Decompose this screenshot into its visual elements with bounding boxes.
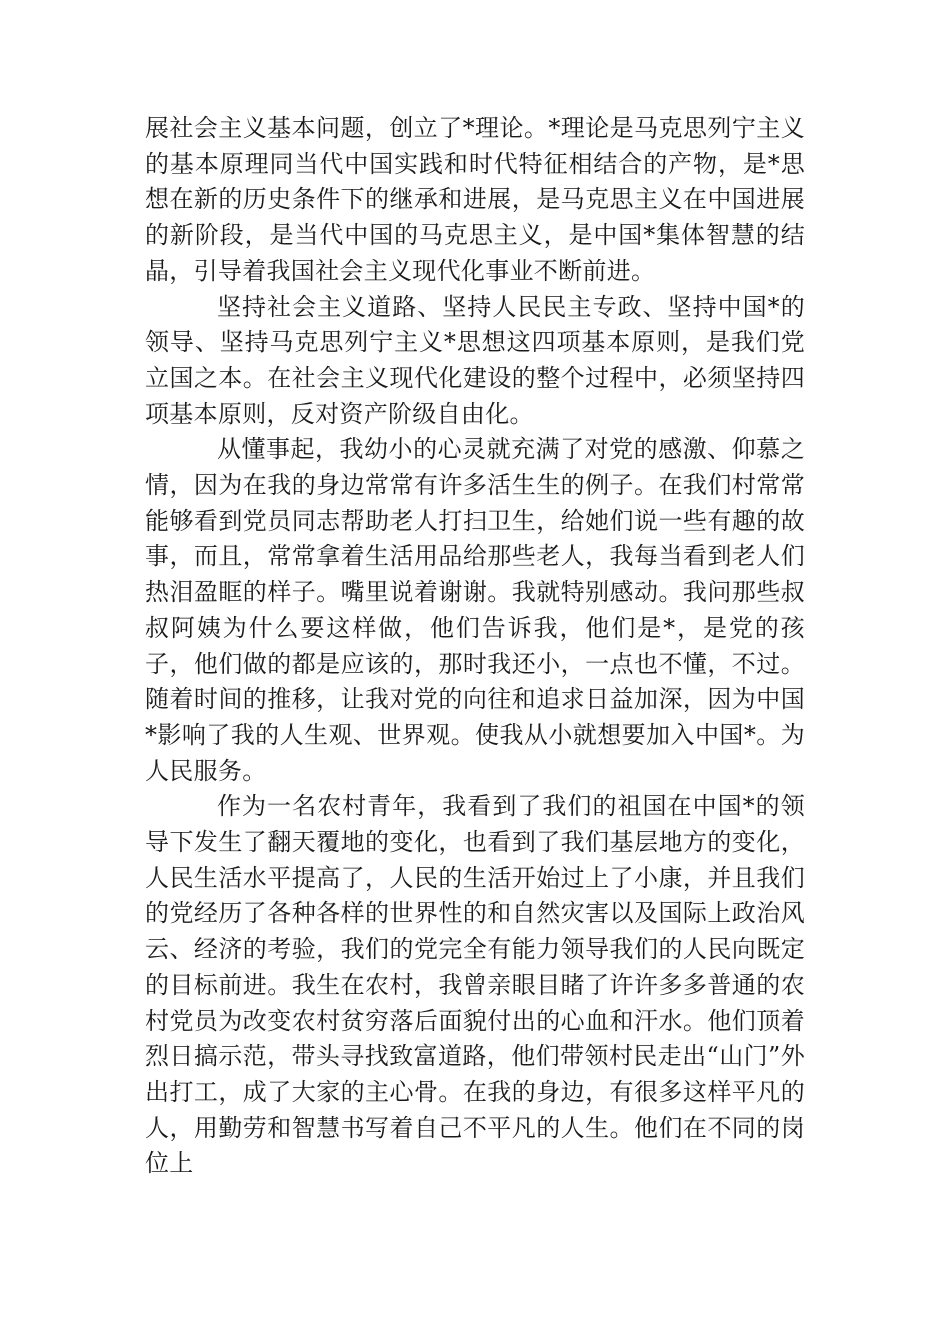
paragraph-continuation: 展社会主义基本问题，创立了*理论。*理论是马克思列宁主义的基本原理同当代中国实践和时代特征相结合的产物，是*思想在新的历史条件下的继承和进展，是马克思主义在中国进展的新阶段，是当代中国的马克思主义，是中国*集体智慧的结晶，引导着我国社会主义现代化事业不断前进。 [145,114,805,285]
paragraph-four-principles: 坚持社会主义道路、坚持人民民主专政、坚持中国*的领导、坚持马克思列宁主义*思想这四项基本原则，是我们党立国之本。在社会主义现代化建设的整个过程中，必须坚持四项基本原则，反对资产阶级自由化。 [145,292,805,428]
paragraph-childhood: 从懂事起，我幼小的心灵就充满了对党的感激、仰慕之情，因为在我的身边常常有许多活生生的例子。在我们村常常能够看到党员同志帮助老人打扫卫生，给她们说一些有趣的故事，而且，常常拿着生活用品给那些老人，我每当看到老人们热泪盈眶的样子。嘴里说着谢谢。我就特别感动。我问那些叔叔阿姨为什么要这样做，他们告诉我，他们是*，是党的孩子，他们做的都是应该的，那时我还小，一点也不懂，不过。随着时间的推移，让我对党的向往和追求日益加深，因为中国*影响了我的人生观、世界观。使我从小就想要加入中国*。为人民服务。 [145,435,805,785]
paragraph-rural-youth: 作为一名农村青年，我看到了我们的祖国在中国*的领导下发生了翻天覆地的变化，也看到了我们基层地方的变化，人民生活水平提高了，人民的生活开始过上了小康，并且我们的党经历了各种各样的世界性的和自然灾害以及国际上政治风云、经济的考验，我们的党完全有能力领导我们的人民向既定的目标前进。我生在农村，我曾亲眼目睹了许许多多普通的农村党员为改变农村贫穷落后面貌付出的心血和汗水。他们顶着烈日搞示范，带头寻找致富道路，他们带领村民走出“山门”外出打工，成了大家的主心骨。在我的身边，有很多这样平凡的人，用勤劳和智慧书写着自己不平凡的人生。他们在不同的岗位上 [145,792,805,1178]
document-body [145,111,805,1182]
